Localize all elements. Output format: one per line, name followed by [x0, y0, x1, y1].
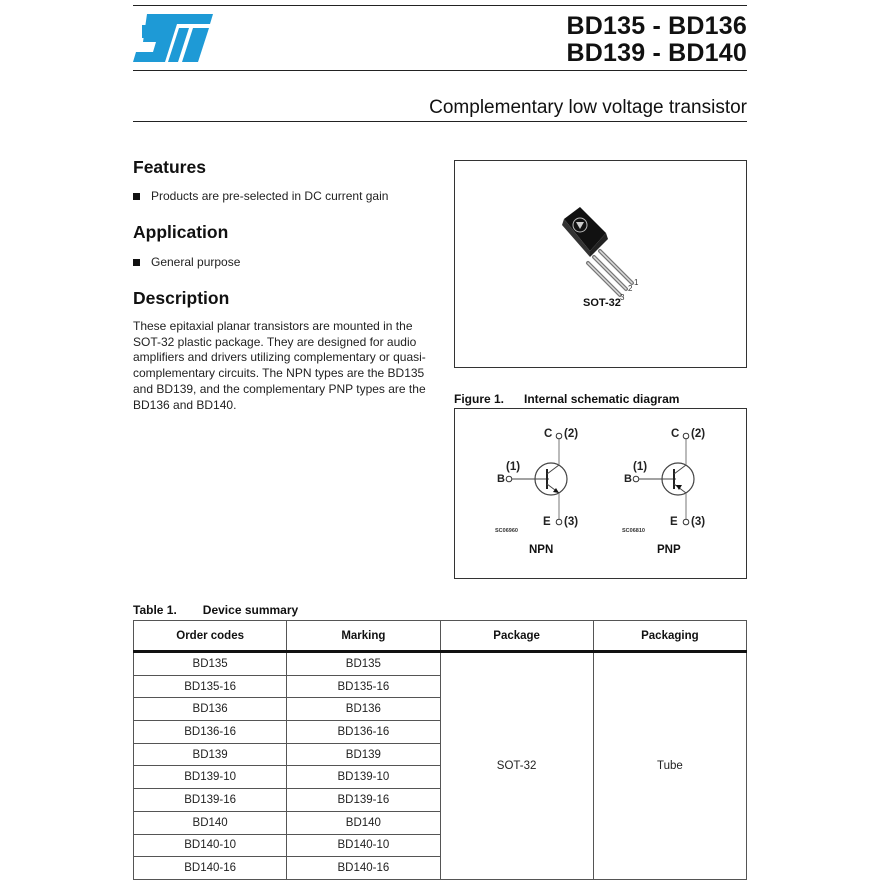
pin-3-label: 3	[620, 293, 625, 302]
marking-cell: BD140-10	[287, 834, 440, 857]
figure1-number: Figure 1.	[454, 392, 505, 406]
order-code-cell: BD136-16	[134, 721, 287, 744]
col-header-marking: Marking	[287, 621, 440, 652]
description-text: These epitaxial planar transistors are mounted in the SOT-32 plastic package. They are designed for audio amplifiers and drivers utilizing complementary or quasi-complementary circuits. The NPN types are the BD135 and BD139, and the complementary PNP types are the BD136 and BD140.	[133, 319, 426, 412]
table1-number: Table 1.	[133, 603, 177, 617]
pnp-label: PNP	[657, 544, 681, 556]
marking-cell: BD135	[287, 652, 440, 676]
pnp-collector-label: C	[671, 428, 680, 440]
pnp-emitter-pin: (3)	[691, 516, 706, 528]
transistor-package-image	[550, 199, 670, 309]
application-item-text: General purpose	[151, 255, 241, 269]
marking-cell: BD140	[287, 811, 440, 834]
npn-label: NPN	[529, 544, 554, 556]
order-code-cell: BD139	[134, 743, 287, 766]
npn-emitter-pin: (3)	[564, 516, 579, 528]
pnp-code: SC06810	[622, 528, 645, 534]
features-item	[133, 189, 388, 203]
bullet-square-icon	[133, 193, 140, 200]
header-top-rule	[133, 5, 747, 6]
header-bottom-rule	[133, 121, 747, 122]
figure1-caption	[454, 392, 679, 406]
package-label: SOT-32	[583, 297, 621, 309]
st-logo	[133, 12, 215, 64]
table1-title: Device summary	[202, 603, 299, 617]
features-item-text: Products are pre-selected in DC current gain	[151, 189, 389, 203]
st-logo-icon	[133, 12, 215, 64]
marking-cell: BD139-16	[287, 789, 440, 812]
npn-emitter-label: E	[543, 516, 551, 528]
col-header-order-codes: Order codes	[134, 621, 287, 652]
pin-2-label: 2	[628, 284, 633, 293]
package-image-box	[454, 160, 747, 368]
part-title-line2: BD139 - BD140	[566, 39, 747, 67]
order-code-cell: BD135	[134, 652, 287, 676]
col-header-packaging: Packaging	[593, 621, 746, 652]
pnp-collector-pin: (2)	[691, 428, 706, 440]
description-heading: Description	[133, 288, 230, 308]
part-title-line1: BD135 - BD136	[566, 12, 747, 40]
application-heading: Application	[133, 222, 229, 242]
table1-caption	[133, 603, 298, 617]
npn-collector-label: C	[544, 428, 553, 440]
marking-cell: BD135-16	[287, 675, 440, 698]
marking-cell: BD136-16	[287, 721, 440, 744]
order-code-cell: BD136	[134, 698, 287, 721]
order-code-cell: BD139-16	[134, 789, 287, 812]
pin-1-label: 1	[634, 278, 639, 287]
order-code-cell: BD140-10	[134, 834, 287, 857]
header-mid-rule	[133, 70, 747, 71]
figure1-title: Internal schematic diagram	[524, 392, 680, 406]
marking-cell: BD139-10	[287, 766, 440, 789]
package-cell: SOT-32	[440, 652, 593, 880]
order-code-cell: BD140-16	[134, 857, 287, 880]
marking-cell: BD139	[287, 743, 440, 766]
npn-code: SC06960	[495, 528, 518, 534]
features-heading: Features	[133, 157, 206, 177]
application-item	[133, 255, 240, 269]
schematic-box	[454, 408, 747, 579]
device-summary-table	[133, 620, 747, 880]
order-code-cell: BD135-16	[134, 675, 287, 698]
table-row	[134, 652, 747, 676]
document-subtitle: Complementary low voltage transistor	[429, 97, 747, 118]
order-code-cell: BD140	[134, 811, 287, 834]
pnp-emitter-label: E	[670, 516, 678, 528]
table-header-row	[134, 621, 747, 652]
order-code-cell: BD139-10	[134, 766, 287, 789]
col-header-package: Package	[440, 621, 593, 652]
pnp-base-label: B	[624, 473, 632, 485]
npn-base-label: B	[497, 473, 505, 485]
npn-collector-pin: (2)	[564, 428, 579, 440]
packaging-cell: Tube	[593, 652, 746, 880]
pnp-base-pin: (1)	[633, 461, 648, 473]
npn-base-pin: (1)	[506, 461, 521, 473]
marking-cell: BD136	[287, 698, 440, 721]
bullet-square-icon	[133, 259, 140, 266]
marking-cell: BD140-16	[287, 857, 440, 880]
